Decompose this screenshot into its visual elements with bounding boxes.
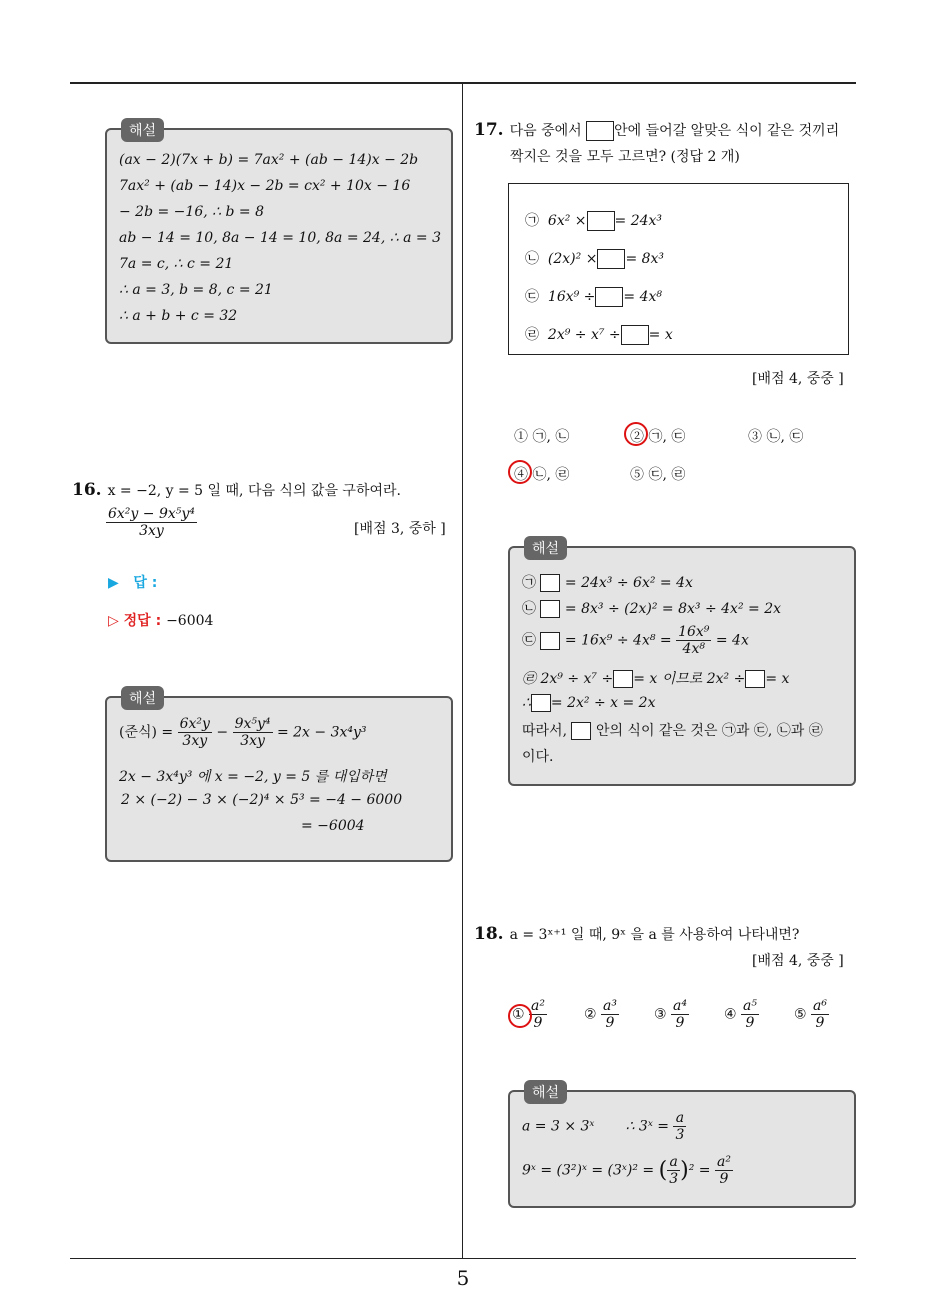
frac-num: 9x⁵y⁴ — [234, 716, 271, 732]
item-right: = 8x³ — [625, 251, 665, 267]
solution-tag: 해설 — [524, 1080, 567, 1104]
q16-sol-line1: (준식) = $\frac{\text{6x²y}}{3xy}$ − $\frac{\text{9x⁵y⁴}}{3xy}$ = 2x − 3x⁴y³ — [119, 716, 367, 749]
frac-den: 9 — [719, 1171, 729, 1187]
item-mark: ㉡ — [522, 601, 536, 617]
q17-sol-text: ∴ — [522, 695, 531, 711]
q17-sol-line5 — [522, 694, 655, 712]
q17-text-c: 짝지은 것을 모두 고르면? (정답 2 개) — [510, 149, 740, 165]
option-mark: ③ — [654, 1006, 667, 1023]
frac-den: 4x⁸ — [682, 641, 705, 657]
frac-num: a² — [531, 998, 545, 1014]
frac-den: 3 — [669, 1171, 679, 1187]
q18-sol-text: ² = — [688, 1162, 711, 1179]
item-left: 2x⁹ ÷ x⁷ ÷ — [547, 327, 621, 343]
q18-option-3[interactable] — [654, 998, 689, 1031]
paren-open: ( — [658, 1158, 668, 1183]
q16-expr-num: 6x²y − 9x⁵y⁴ — [108, 506, 195, 522]
q18-score: [배점 4, 중중 ] — [752, 953, 844, 969]
q17-sol-text: = 16x⁹ ÷ 4x⁸ = — [564, 632, 672, 649]
blank-box — [621, 325, 649, 345]
q15-sol-line: ab − 14 = 10, 8a − 14 = 10, 8a = 24, ∴ a = 3 — [119, 230, 441, 246]
paren-close: ) — [680, 1158, 689, 1183]
q17-text-b: 안에 들어갈 알맞은 식이 같은 것끼리 — [614, 123, 840, 139]
q17-item — [525, 286, 662, 307]
q17-sol-text: 안의 식이 같은 것은 ㉠과 ㉢, ㉡과 ㉣ — [595, 723, 823, 739]
blank-box — [597, 249, 625, 269]
q18-option-4[interactable] — [724, 998, 759, 1031]
q18-text: a = 3ˣ⁺¹ 일 때, 9ˣ 을 a 를 사용하여 나타내면? — [509, 927, 800, 943]
q17-item — [525, 248, 664, 269]
frac-den: 9 — [815, 1015, 825, 1031]
frac-den: 9 — [533, 1015, 543, 1031]
item-mark: ㉠ — [525, 213, 539, 229]
frac-den: 9 — [605, 1015, 615, 1031]
selected-answer-circle — [624, 422, 648, 446]
option-mark: ② — [584, 1006, 597, 1023]
q16-answer-label: 답 : — [133, 575, 158, 591]
q17-option-4[interactable]: ④ ㉡, ㉣ — [514, 467, 570, 483]
item-left: 6x² × — [547, 213, 587, 229]
q17-sol-text: 따라서, — [522, 723, 568, 739]
q16-expr-den: 3xy — [139, 523, 164, 539]
frac-den: 9 — [745, 1015, 755, 1031]
solution-tag: 해설 — [121, 118, 164, 142]
item-right: = 24x³ — [614, 213, 663, 229]
q16-score: [배점 3, 중하 ] — [354, 521, 446, 537]
q17-sol-text: = x 이므로 2x² ÷ — [633, 671, 746, 687]
q18-solution-box — [508, 1085, 856, 1208]
q17-sol-line1 — [522, 572, 693, 592]
top-rule — [70, 82, 856, 84]
play-icon: ▶ — [108, 575, 119, 591]
item-left: (2x)² × — [547, 251, 598, 267]
frac-num: a — [667, 1154, 680, 1171]
q17-sol-line7: 이다. — [522, 749, 554, 765]
q18-question — [474, 924, 799, 944]
item-left: 16x⁹ ÷ — [547, 289, 596, 305]
q15-sol-line: (ax − 2)(7x + b) = 7ax² + (ab − 14)x − 2b — [119, 152, 419, 168]
item-mark: ㉢ — [522, 632, 536, 649]
q16-text: x = −2, y = 5 일 때, 다음 식의 값을 구하여라. — [107, 483, 401, 499]
q16-solution-box — [105, 691, 453, 862]
solution-tag: 해설 — [121, 686, 164, 710]
q18-sol-text: a = 3 × 3ˣ — [522, 1118, 595, 1135]
option-mark: ⑤ — [794, 1006, 807, 1023]
selected-answer-circle — [508, 460, 532, 484]
frac-den: 3 — [675, 1127, 685, 1143]
q17-score: [배점 4, 중중 ] — [752, 371, 844, 387]
frac-num: a³ — [603, 998, 617, 1014]
blank-box — [745, 670, 765, 688]
q17-option-5[interactable]: ⑤ ㉢, ㉣ — [630, 467, 686, 483]
q16-correct-label: 정답 : — [123, 613, 162, 629]
blank-box — [613, 670, 633, 688]
q15-sol-line: − 2b = −16, ∴ b = 8 — [119, 204, 264, 220]
q17-item — [525, 324, 673, 345]
q17-sol-text: = 4x — [715, 632, 749, 649]
q17-sol-text: = 2x² ÷ x = 2x — [550, 695, 656, 711]
solution-tag: 해설 — [524, 536, 567, 560]
frac-num: a² — [716, 1154, 731, 1170]
q17-solution-box — [508, 541, 856, 786]
q16-correct-value: −6004 — [166, 613, 214, 629]
blank-box — [540, 632, 560, 650]
item-right: = x — [648, 327, 673, 343]
q17-option-3[interactable]: ③ ㉡, ㉢ — [748, 429, 804, 445]
play-outline-icon: ▷ — [108, 613, 119, 629]
q16-sol-lhs: (준식) = — [119, 724, 174, 741]
q17-text-a: 다음 중에서 — [509, 123, 582, 139]
frac-den: 3xy — [182, 733, 208, 749]
blank-box — [540, 574, 560, 592]
frac-num: a⁶ — [813, 998, 827, 1014]
q16-sol-line2: 2x − 3x⁴y³ 에 x = −2, y = 5 를 대입하면 — [119, 769, 387, 785]
q17-sol-text: = 24x³ ÷ 6x² = 4x — [564, 575, 693, 591]
item-mark: ㉢ — [525, 289, 539, 305]
q17-sol-line6 — [522, 720, 823, 740]
q16-expression — [106, 506, 197, 539]
q17-sol-text: = 8x³ ÷ (2x)² = 8x³ ÷ 4x² = 2x — [564, 601, 781, 617]
frac-num: 16x⁹ — [678, 624, 710, 640]
q17-items-box — [508, 183, 849, 355]
q17-question — [474, 120, 839, 141]
q17-sol-line3 — [522, 624, 749, 657]
blank-box — [586, 121, 614, 141]
q15-sol-line: ∴ a + b + c = 32 — [119, 308, 238, 324]
q16-sol-line3: 2 × (−2) − 3 × (−2)⁴ × 5³ = −4 − 6000 — [121, 792, 403, 808]
q18-sol-line1 — [522, 1110, 686, 1143]
selected-answer-circle — [508, 1004, 532, 1028]
page-number: 5 — [456, 1266, 470, 1290]
frac-num: a⁵ — [743, 998, 757, 1014]
q17-option-2[interactable]: ② ㉠, ㉢ — [630, 429, 686, 445]
q17-item — [525, 210, 662, 231]
q15-sol-line: ∴ a = 3, b = 8, c = 21 — [119, 282, 273, 298]
q15-sol-line: 7ax² + (ab − 14)x − 2b = cx² + 10x − 16 — [119, 178, 411, 194]
frac-num: 6x²y — [179, 716, 210, 732]
option-mark: ① — [512, 1006, 525, 1023]
blank-box — [540, 600, 560, 618]
item-mark: ㉡ — [525, 251, 539, 267]
q16-answer-row[interactable] — [108, 572, 157, 592]
q15-sol-line: 7a = c, ∴ c = 21 — [119, 256, 234, 272]
frac-num: a⁴ — [673, 998, 687, 1014]
q17-number: 17. — [474, 120, 504, 140]
blank-box — [531, 694, 551, 712]
q16-correct-row — [108, 610, 213, 630]
q17-option-1[interactable]: ① ㉠, ㉡ — [514, 429, 570, 445]
q18-option-2[interactable] — [584, 998, 619, 1031]
q15-solution-box — [105, 123, 453, 344]
q16-sol-rhs: = 2x − 3x⁴y³ — [276, 724, 367, 741]
frac-num: a — [673, 1110, 686, 1127]
item-mark: ㉠ — [522, 575, 536, 591]
q16-question — [72, 480, 401, 500]
q17-sol-text: = x — [765, 671, 790, 687]
column-divider — [462, 84, 463, 1258]
blank-box — [595, 287, 623, 307]
frac-den: 9 — [675, 1015, 685, 1031]
q17-sol-line4 — [522, 668, 789, 688]
item-mark: ㉣ — [525, 327, 539, 343]
frac-den: 3xy — [240, 733, 265, 749]
q18-sol-text: ∴ 3ˣ = — [625, 1118, 669, 1135]
blank-box — [571, 722, 591, 740]
option-mark: ④ — [724, 1006, 737, 1023]
bottom-rule — [70, 1258, 856, 1259]
q17-sol-text: ㉣ 2x⁹ ÷ x⁷ ÷ — [522, 671, 614, 687]
q16-number: 16. — [72, 480, 102, 500]
q18-sol-line2 — [522, 1154, 733, 1187]
q18-number: 18. — [474, 924, 504, 944]
item-right: = 4x⁸ — [623, 289, 663, 305]
q18-option-5[interactable] — [794, 998, 829, 1031]
q17-sol-line2 — [522, 598, 781, 618]
q18-sol-text: 9ˣ = (3²)ˣ = (3ˣ)² = — [522, 1162, 655, 1179]
q16-sol-line4: = −6004 — [301, 818, 365, 834]
blank-box — [587, 211, 615, 231]
